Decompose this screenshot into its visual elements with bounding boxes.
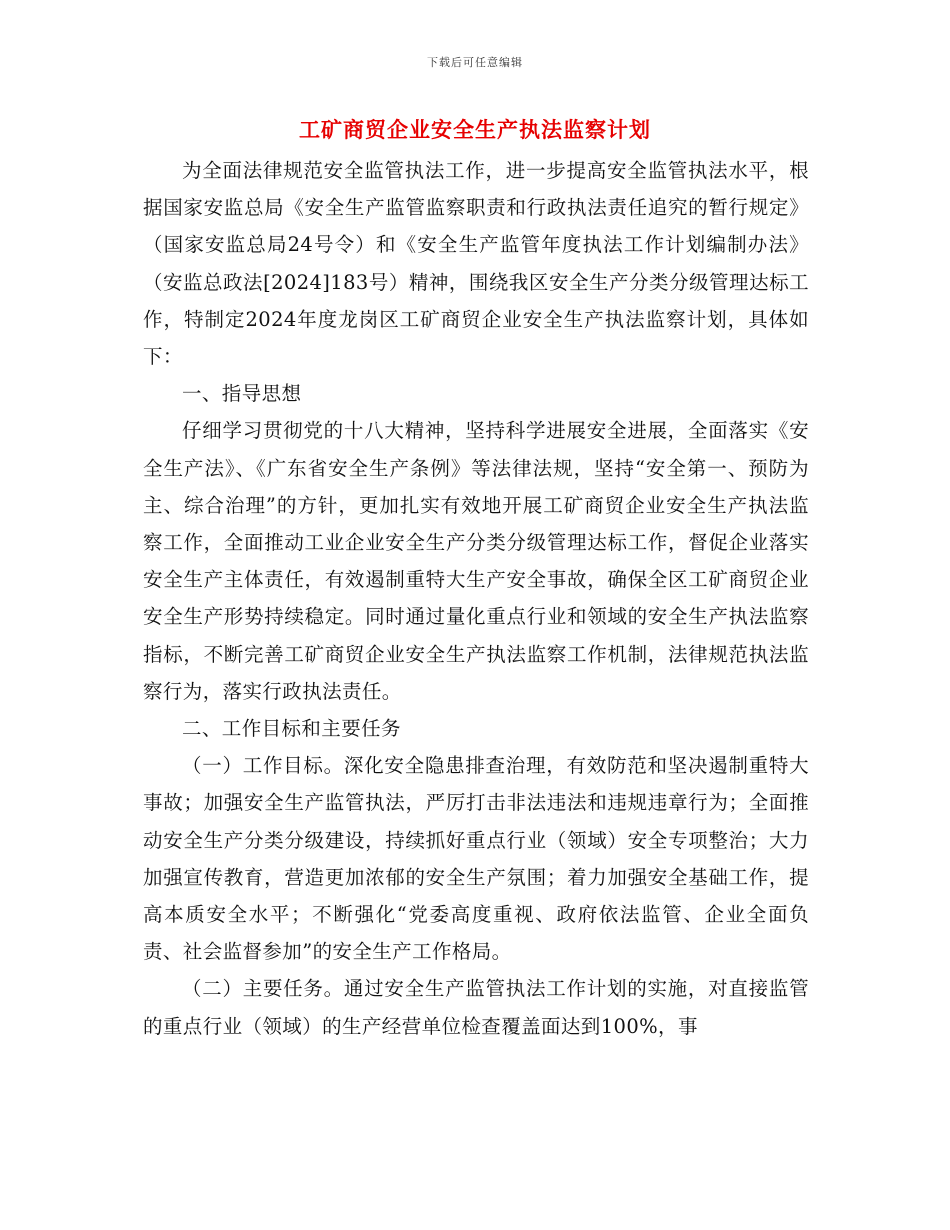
work-goals-paragraph: （一）工作目标。深化安全隐患排查治理，有效防范和坚决遏制重特大事故；加强安全生产监管执法，严厉打击非法违法和违规违章行为；全面推动安全生产分类分级建设，持续抓好重点行业（领域）安全专项整治；大力加强宣传教育，营造更加浓郁的安全生产氛围；着力加强安全基础工作，提高本质安全水平；不断强化“党委高度重视、政府依法监管、企业全面负责、社会监督参加”的安全生产工作格局。 bbox=[143, 754, 809, 964]
section-heading-guiding-thought: 一、指导思想 bbox=[182, 382, 302, 406]
main-tasks-paragraph: （二）主要任务。通过安全生产监管执法工作计划的实施，对直接监管的重点行业（领域）的生产经营单位检查覆盖面达到100%，事 bbox=[143, 977, 809, 1038]
document-body bbox=[143, 152, 809, 1045]
intro-paragraph: 为全面法律规范安全监管执法工作，进一步提高安全监管执法水平，根据国家安监总局《安全生产监管监察职责和行政执法责任追究的暂行规定》（国家安监总局24号令）和《安全生产监管年度执法工作计划编制办法》（安监总政法[2024]183号）精神，围绕我区安全生产分类分级管理达标工作，特制定2024年度龙岗区工矿商贸企业安全生产执法监察计划，具体如下： bbox=[143, 159, 809, 369]
document-title: 工矿商贸企业安全生产执法监察计划 bbox=[299, 117, 651, 142]
header-note: 下载后可任意编辑 bbox=[427, 56, 523, 69]
section-heading-goals-tasks: 二、工作目标和主要任务 bbox=[182, 717, 401, 741]
guiding-thought-paragraph: 仔细学习贯彻党的十八大精神，坚持科学进展安全进展，全面落实《安全生产法》、《广东省安全生产条例》等法律法规，坚持“安全第一、预防为主、综合治理”的方针，更加扎实有效地开展工矿商贸企业安全生产执法监察工作，全面推动工业企业安全生产分类分级管理达标工作，督促企业落实安全生产主体责任，有效遏制重特大生产安全事故，确保全区工矿商贸企业安全生产形势持续稳定。同时通过量化重点行业和领域的安全生产执法监察指标，不断完善工矿商贸企业安全生产执法监察工作机制，法律规范执法监察行为，落实行政执法责任。 bbox=[143, 419, 809, 703]
